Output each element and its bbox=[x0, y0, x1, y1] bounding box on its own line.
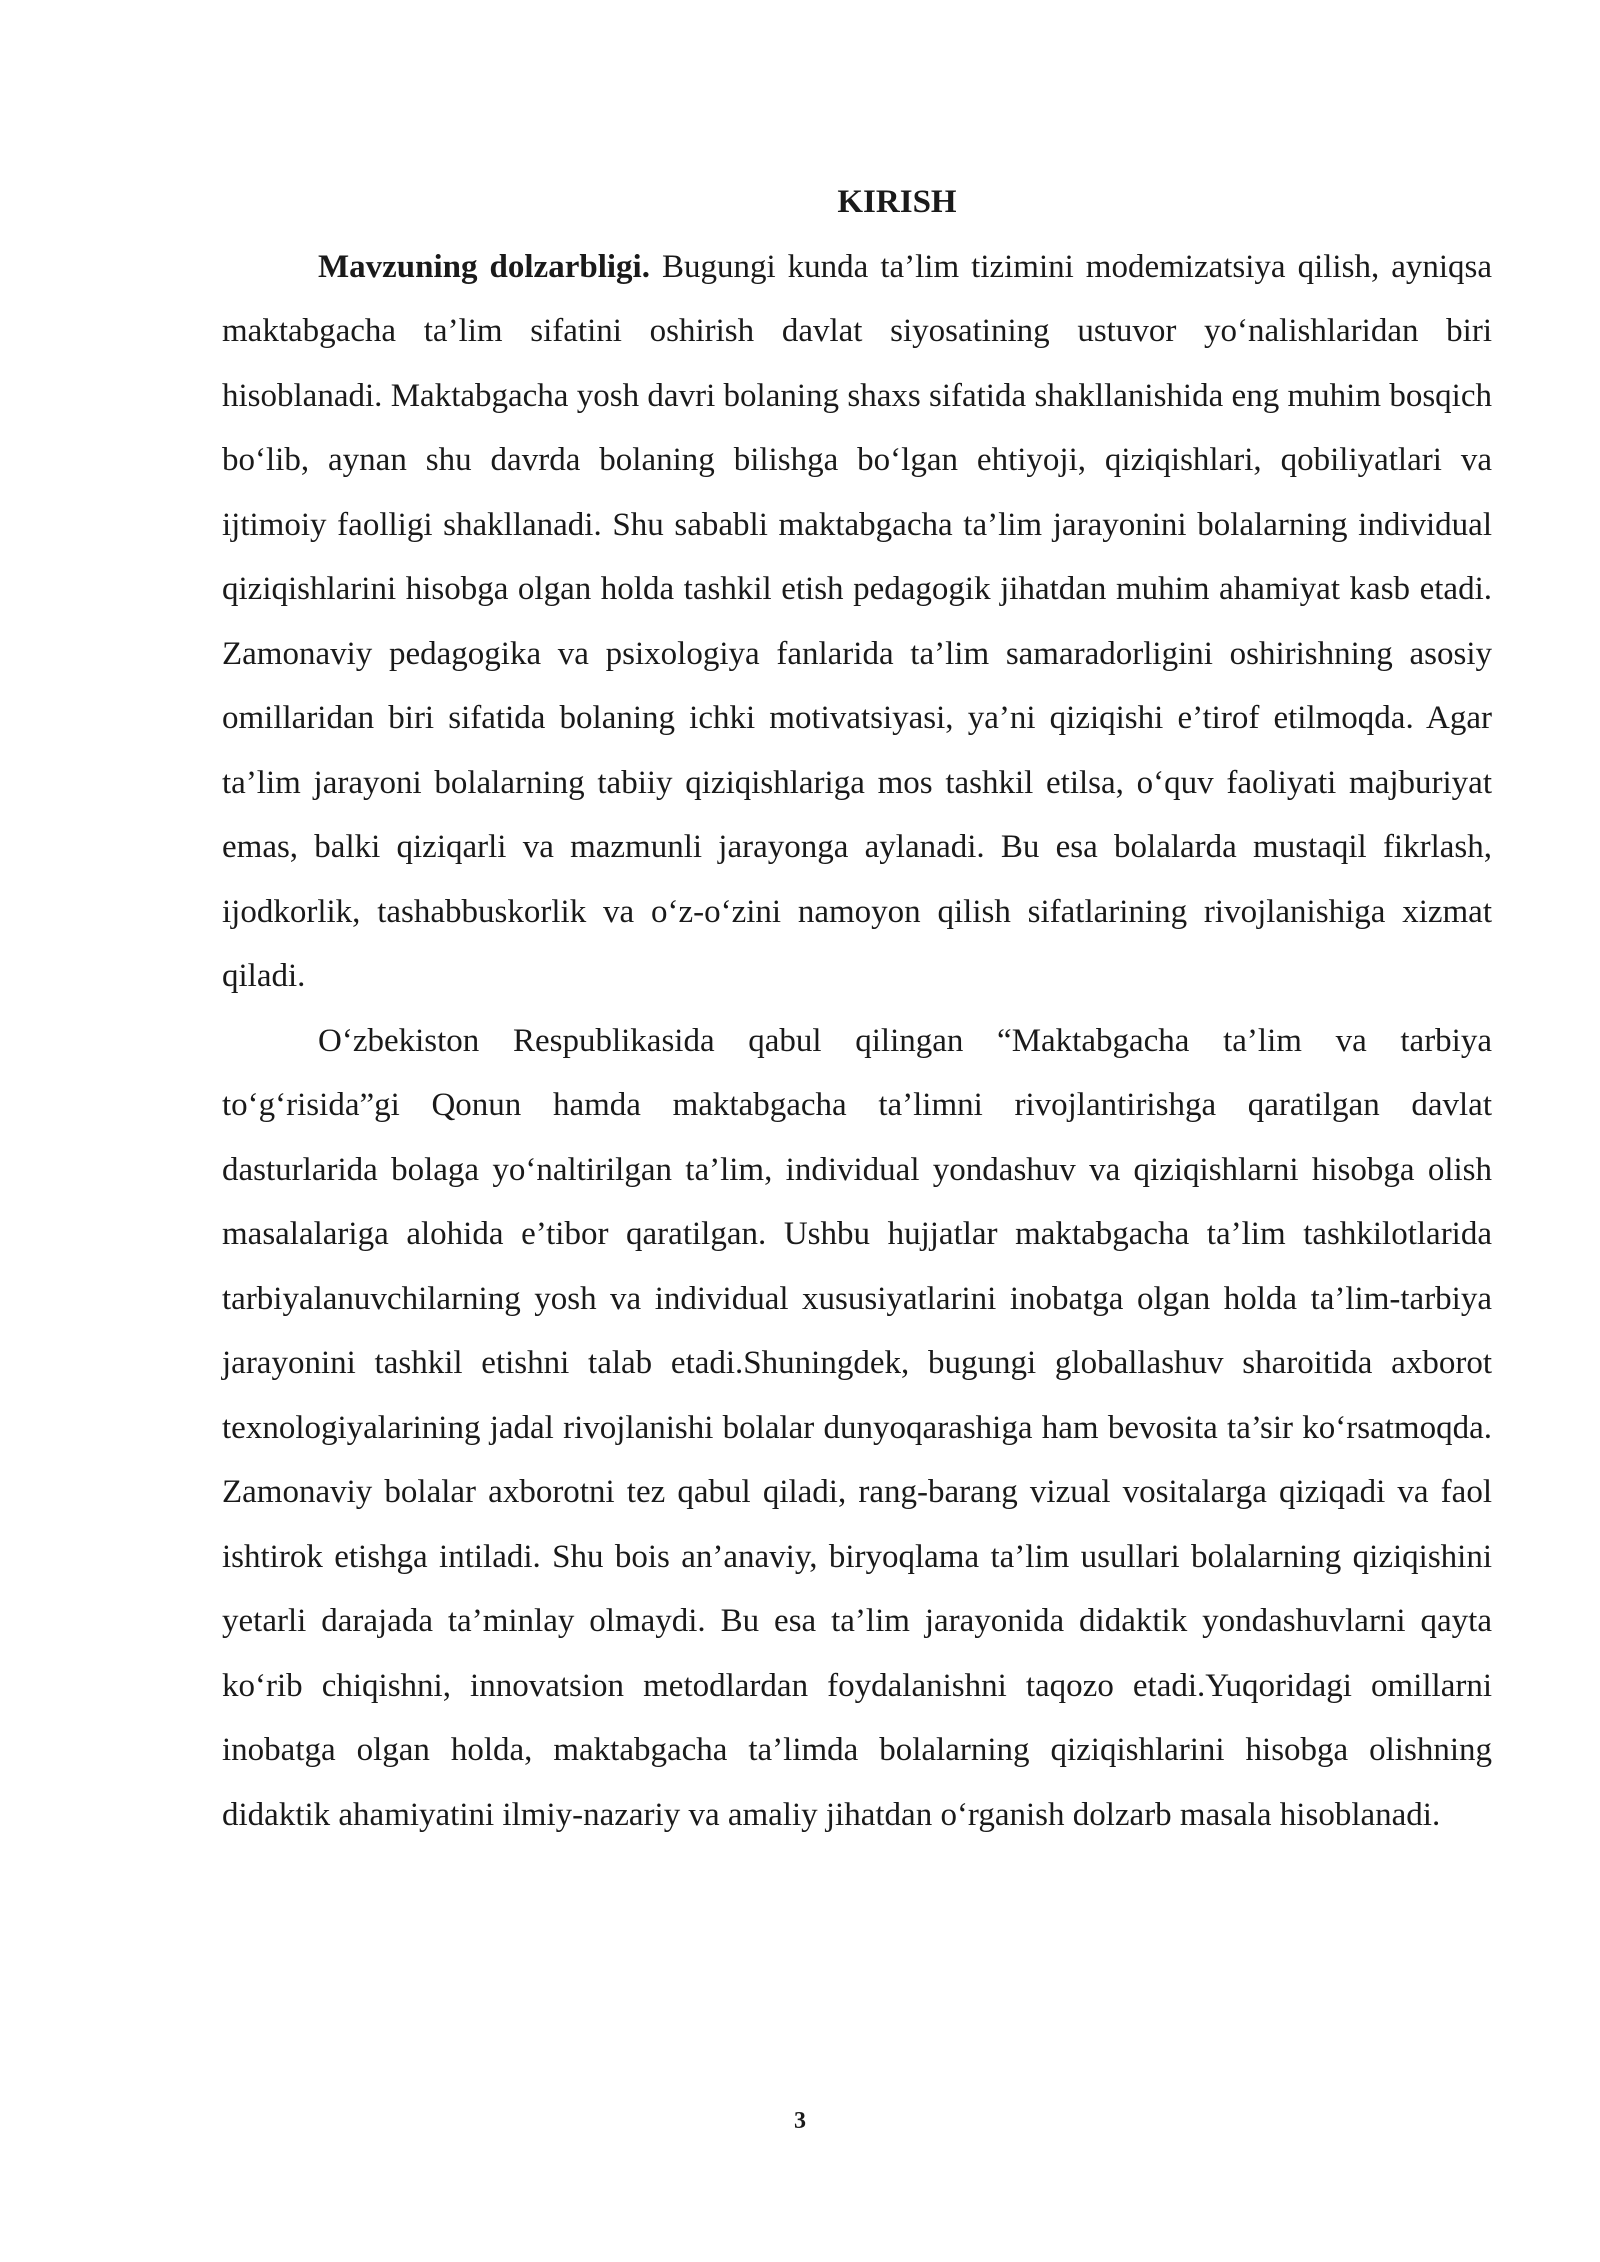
section-title: KIRISH bbox=[837, 184, 957, 220]
paragraph-text: Bugungi kunda ta’lim tizimini modemizatsiya qilish, ayniqsa maktabgacha ta’lim sifatini oshirish davlat siyosatining ustuvor yo‘nalishlaridan biri hisoblanadi. Maktabgacha yosh davri bolaning shaxs sifatida shakllanishida eng muhim bosqich bo‘lib, aynan shu davrda bolaning bilishga bo‘lgan ehtiyoji, qiziqishlari, qobiliyatlari va ijtimoiy faolligi shakllanadi. Shu sababli maktabgacha ta’lim jarayonini bolalarning individual qiziqishlarini hisobga olgan holda tashkil etish pedagogik jihatdan muhim ahamiyat kasb etadi. Zamonaviy pedagogika va psixologiya fanlarida ta’lim samaradorligini oshirishning asosiy omillaridan biri sifatida bolaning ichki motivatsiyasi, ya’ni qiziqishi e’tirof etilmoqda. Agar ta’lim jarayoni bolalarning tabiiy qiziqishlariga mos tashkil etilsa, o‘quv faoliyati majburiyat emas, balki qiziqarli va mazmunli jarayonga aylanadi. Bu esa bolalarda mustaqil fikrlash, ijodkorlik, tashabbuskorlik va o‘z-o‘zini namoyon qilish sifatlarining rivojlanishiga xizmat qiladi. bbox=[222, 248, 1493, 994]
paragraph-text: O‘zbekiston Respublikasida qabul qilingan “Maktabgacha ta’lim va tarbiya to‘g‘risida”gi Qonun hamda maktabgacha ta’limni rivojlantirishga qaratilgan davlat dasturlarida bolaga yo‘naltirilgan ta’lim, individual yondashuv va qiziqishlarni hisobga olish masalalariga alohida e’tibor qaratilgan. Ushbu hujjatlar maktabgacha ta’lim tashkilotlarida tarbiyalanuvchilarning yosh va individual xususiyatlarini inobatga olgan holda ta’lim-tarbiya jarayonini tashkil etishni talab etadi.Shuningdek, bugungi globallashuv sharoitida axborot texnologiyalarining jadal rivojlanishi bolalar dunyoqarashiga ham bevosita ta’sir ko‘rsatmoqda. Zamonaviy bolalar axborotni tez qabul qiladi, rang-barang vizual vositalarga qiziqadi va faol ishtirok etishga intiladi. Shu bois an’anaviy, biryoqlama ta’lim usullari bolalarning qiziqishini yetarli darajada ta’minlay olmaydi. Bu esa ta’lim jarayonida didaktik yondashuvlarni qayta ko‘rib chiqishni, innovatsion metodlardan foydalanishni taqozo etadi.Yuqoridagi omillarni inobatga olgan holda, maktabgacha ta’limda bolalarning qiziqishlarini hisobga olishning didaktik ahamiyatini ilmiy-nazariy va amaliy jihatdan o‘rganish dolzarb masala hisoblanadi. bbox=[222, 1022, 1492, 1833]
document-page bbox=[222, 170, 1492, 1847]
page-number: 3 bbox=[794, 2108, 806, 2134]
paragraph-relevance bbox=[222, 235, 1492, 1009]
paragraph-legislation bbox=[222, 1009, 1492, 1848]
paragraph-lead: Mavzuning dolzarbligi. bbox=[318, 248, 650, 285]
